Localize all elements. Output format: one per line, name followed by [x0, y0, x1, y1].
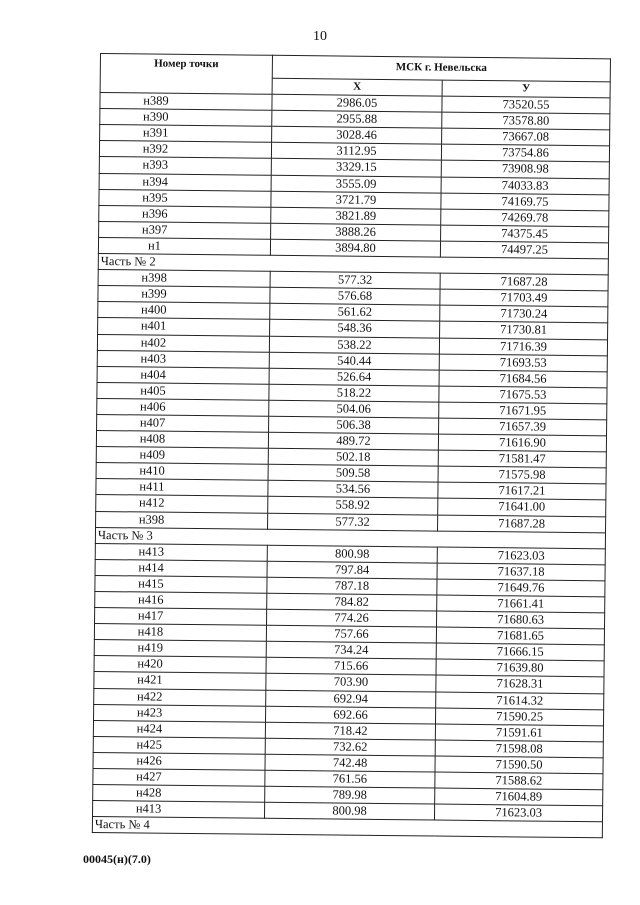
point-name-cell: н408 [96, 431, 268, 449]
y-coordinate-cell: 74033.83 [441, 177, 609, 195]
point-name-cell: н420 [94, 656, 266, 674]
x-coordinate-cell: 3721.79 [271, 191, 441, 209]
x-coordinate-cell: 561.62 [270, 304, 440, 322]
point-name-cell: н426 [93, 752, 265, 770]
y-coordinate-cell: 71617.21 [438, 482, 606, 500]
point-name-cell: н398 [96, 511, 268, 529]
y-coordinate-cell: 71687.28 [440, 273, 608, 291]
section-label: Часть № 4 [92, 817, 602, 838]
section-label: Часть № 3 [95, 527, 605, 548]
y-coordinate-cell: 71614.32 [436, 692, 604, 710]
y-coordinate-cell: 71730.81 [440, 321, 608, 339]
section-label: Часть № 2 [98, 254, 608, 275]
y-coordinate-cell: 71649.76 [437, 579, 605, 597]
x-coordinate-cell: 3888.26 [271, 223, 441, 241]
point-name-cell: н400 [98, 302, 270, 320]
point-name-cell: н427 [93, 768, 265, 786]
y-coordinate-cell: 71675.53 [439, 386, 607, 404]
x-coordinate-cell: 774.26 [267, 609, 437, 627]
x-coordinate-cell: 504.06 [269, 400, 439, 418]
y-coordinate-cell: 71581.47 [438, 450, 606, 468]
x-coordinate-cell: 761.56 [265, 770, 435, 788]
point-name-cell: н389 [100, 93, 272, 111]
x-coordinate-cell: 489.72 [268, 432, 438, 450]
point-name-cell: н419 [94, 640, 266, 658]
y-coordinate-cell: 73667.08 [442, 128, 610, 146]
point-name-cell: н414 [95, 559, 267, 577]
point-name-cell: н422 [94, 688, 266, 706]
x-coordinate-cell: 548.36 [270, 320, 440, 338]
y-coordinate-cell: 71604.89 [435, 788, 603, 806]
y-coordinate-cell: 71687.28 [438, 515, 606, 533]
y-coordinate-cell: 71680.63 [437, 611, 605, 629]
x-coordinate-cell: 3329.15 [271, 159, 441, 177]
y-coordinate-cell: 71639.80 [436, 659, 604, 677]
point-name-cell: н405 [97, 382, 269, 400]
table-body [92, 93, 610, 839]
point-name-cell: н399 [98, 286, 270, 304]
y-coordinate-cell: 71657.39 [439, 418, 607, 436]
x-coordinate-cell: 577.32 [268, 513, 438, 531]
y-coordinate-cell: 71641.00 [438, 498, 606, 516]
point-name-cell: н423 [94, 704, 266, 722]
x-coordinate-cell: 800.98 [264, 802, 434, 820]
y-coordinate-cell: 71637.18 [437, 563, 605, 581]
y-coordinate-cell: 71590.25 [435, 708, 603, 726]
point-name-cell: н407 [97, 414, 269, 432]
y-coordinate-cell: 71598.08 [435, 740, 603, 758]
x-coordinate-cell: 3555.09 [271, 175, 441, 193]
point-name-cell: н398 [98, 270, 270, 288]
x-coordinate-cell: 742.48 [265, 754, 435, 772]
point-name-cell: н411 [96, 479, 268, 497]
y-coordinate-cell: 74269.78 [441, 209, 609, 227]
x-column-header: Х [272, 78, 442, 96]
y-coordinate-cell: 71623.03 [434, 804, 602, 822]
y-coordinate-cell: 71671.95 [439, 402, 607, 420]
point-name-cell: н410 [96, 463, 268, 481]
x-coordinate-cell: 692.66 [266, 706, 436, 724]
x-coordinate-cell: 558.92 [268, 497, 438, 515]
point-name-cell: н401 [98, 318, 270, 336]
x-coordinate-cell: 797.84 [267, 561, 437, 579]
y-coordinate-cell: 71575.98 [438, 466, 606, 484]
y-coordinate-cell: 71616.90 [438, 434, 606, 452]
point-name-cell: н409 [96, 447, 268, 465]
point-name-cell: н428 [93, 785, 265, 803]
y-coordinate-cell: 71684.56 [439, 370, 607, 388]
x-coordinate-cell: 3112.95 [271, 143, 441, 161]
x-coordinate-cell: 2955.88 [272, 110, 442, 128]
point-name-cell: н412 [96, 495, 268, 513]
x-coordinate-cell: 757.66 [266, 625, 436, 643]
y-coordinate-cell: 71590.50 [435, 756, 603, 774]
x-coordinate-cell: 692.94 [266, 690, 436, 708]
y-coordinate-cell: 71588.62 [435, 772, 603, 790]
point-name-cell: н403 [97, 350, 269, 368]
x-coordinate-cell: 509.58 [268, 465, 438, 483]
y-coordinate-cell: 71666.15 [436, 643, 604, 661]
point-name-cell: н396 [99, 205, 271, 223]
x-coordinate-cell: 3821.89 [271, 207, 441, 225]
point-name-cell: н391 [100, 125, 272, 143]
point-name-cell: н424 [93, 720, 265, 738]
x-coordinate-cell: 506.38 [269, 416, 439, 434]
x-coordinate-cell: 784.82 [267, 593, 437, 611]
point-name-cell: н418 [94, 624, 266, 642]
point-name-cell: н397 [99, 221, 271, 239]
point-name-cell: н390 [100, 109, 272, 127]
point-name-cell: н425 [93, 736, 265, 754]
y-coordinate-cell: 74375.45 [441, 225, 609, 243]
y-coordinate-cell: 71591.61 [435, 724, 603, 742]
y-coordinate-cell: 71661.41 [437, 595, 605, 613]
x-coordinate-cell: 526.64 [269, 368, 439, 386]
point-column-header: Номер точки [100, 54, 272, 95]
y-coordinate-cell: 73578.80 [442, 112, 610, 130]
x-coordinate-cell: 715.66 [266, 658, 436, 676]
point-name-cell: н413 [93, 801, 265, 819]
point-name-cell: н393 [99, 157, 271, 175]
point-name-cell: н413 [95, 543, 267, 561]
y-coordinate-cell: 71730.24 [440, 305, 608, 323]
y-coordinate-cell: 71716.39 [439, 338, 607, 356]
coordinate-system-header: МСК г. Невельска [272, 55, 610, 82]
point-name-cell: н402 [97, 334, 269, 352]
coordinates-sheet [92, 53, 610, 839]
x-coordinate-cell: 518.22 [269, 384, 439, 402]
x-coordinate-cell: 732.62 [265, 738, 435, 756]
x-coordinate-cell: 703.90 [266, 674, 436, 692]
y-coordinate-cell: 71703.49 [440, 289, 608, 307]
point-name-cell: н394 [99, 173, 271, 191]
point-name-cell: н404 [97, 366, 269, 384]
x-coordinate-cell: 540.44 [269, 352, 439, 370]
y-coordinate-cell: 74169.75 [441, 193, 609, 211]
x-coordinate-cell: 576.68 [270, 288, 440, 306]
point-name-cell: н395 [99, 189, 271, 207]
y-coordinate-cell: 71681.65 [436, 627, 604, 645]
y-column-header: У [442, 80, 610, 98]
point-name-cell: н415 [95, 575, 267, 593]
y-coordinate-cell: 71693.53 [439, 354, 607, 372]
y-coordinate-cell: 73908.98 [441, 161, 609, 179]
x-coordinate-cell: 3894.80 [270, 239, 440, 257]
page-number: 10 [313, 29, 327, 44]
x-coordinate-cell: 502.18 [268, 448, 438, 466]
x-coordinate-cell: 787.18 [267, 577, 437, 595]
x-coordinate-cell: 538.22 [269, 336, 439, 354]
point-name-cell: н417 [95, 608, 267, 626]
coordinates-table [92, 53, 611, 839]
y-coordinate-cell: 73520.55 [442, 96, 610, 114]
point-name-cell: н1 [98, 237, 270, 255]
point-name-cell: н416 [95, 591, 267, 609]
y-coordinate-cell: 71628.31 [436, 676, 604, 694]
x-coordinate-cell: 577.32 [270, 271, 440, 289]
x-coordinate-cell: 734.24 [266, 642, 436, 660]
point-name-cell: н392 [99, 141, 271, 159]
x-coordinate-cell: 3028.46 [272, 127, 442, 145]
x-coordinate-cell: 534.56 [268, 481, 438, 499]
point-name-cell: н421 [94, 672, 266, 690]
point-name-cell: н406 [97, 398, 269, 416]
document-code: 00045(н)(7.0) [83, 852, 151, 866]
y-coordinate-cell: 74497.25 [440, 241, 608, 259]
x-coordinate-cell: 2986.05 [272, 94, 442, 112]
x-coordinate-cell: 718.42 [265, 722, 435, 740]
y-coordinate-cell: 73754.86 [441, 144, 609, 162]
y-coordinate-cell: 71623.03 [437, 547, 605, 565]
x-coordinate-cell: 789.98 [265, 786, 435, 804]
x-coordinate-cell: 800.98 [267, 545, 437, 563]
